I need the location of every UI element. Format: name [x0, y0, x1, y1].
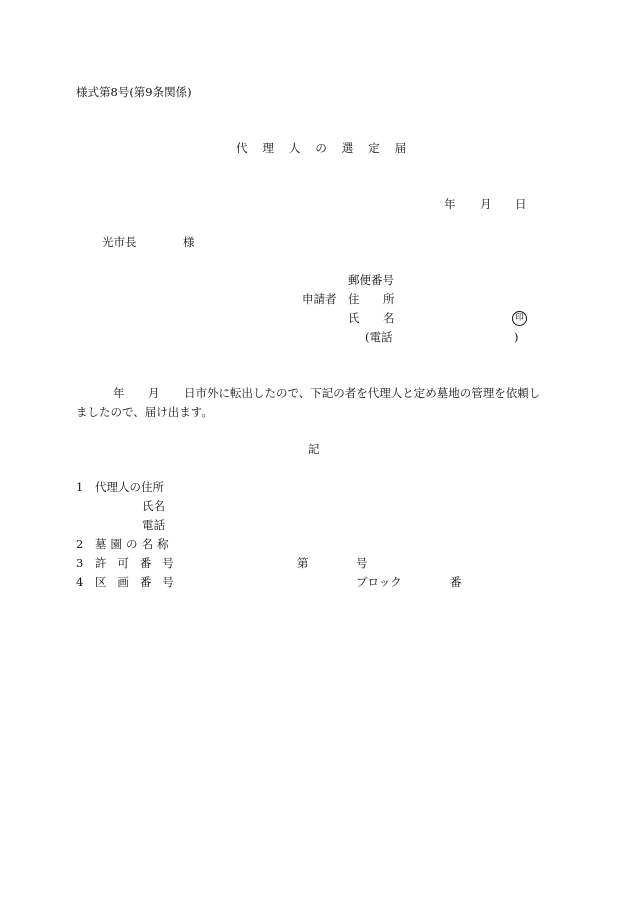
applicant-label: 申請者 [302, 292, 337, 306]
form-label: 様式第8号(第9条関係) [76, 85, 192, 99]
item4-label: 区画番号 [95, 575, 185, 589]
item1-phone-label: 電話 [142, 518, 165, 532]
address-label-2: 所 [383, 292, 395, 306]
phone-open: (電話 [365, 330, 393, 344]
seal-mark: 印 [512, 311, 527, 326]
date-month: 月 [480, 197, 492, 211]
item2-number: 2 [76, 537, 84, 551]
body-year: 年 [113, 386, 125, 400]
body-month: 月 [148, 386, 160, 400]
date-year: 年 [444, 197, 456, 211]
item4-block: ブロック [356, 575, 402, 589]
address-label-1: 住 [348, 292, 360, 306]
body-line2: ましたので、届け出ます。 [76, 405, 213, 419]
body-line1: 日市外に転出したので、下記の者を代理人と定め墓地の管理を依頼し [184, 386, 541, 400]
addressee-honorific: 様 [183, 235, 195, 249]
item3-label: 許可番号 [95, 556, 185, 570]
postal-code-label: 郵便番号 [348, 273, 394, 287]
date-day: 日 [515, 197, 527, 211]
document-title: 代理人の選定届 [236, 141, 422, 155]
item3-dai: 第 [297, 556, 309, 570]
item2-label: 墓園の名称 [95, 537, 173, 551]
item1-name-label: 氏名 [142, 499, 165, 513]
item1-number: 1 [76, 480, 84, 494]
item3-go: 号 [356, 556, 368, 570]
name-label-1: 氏 [348, 311, 360, 325]
ki-heading: 記 [308, 442, 320, 456]
phone-close: ) [514, 330, 519, 344]
item4-number: 4 [76, 575, 84, 589]
item4-ban: 番 [450, 575, 462, 589]
name-label-2: 名 [383, 311, 395, 325]
item3-number: 3 [76, 556, 84, 570]
item1-label: 代理人の住所 [95, 480, 164, 494]
addressee-name: 光市長 [102, 235, 137, 249]
